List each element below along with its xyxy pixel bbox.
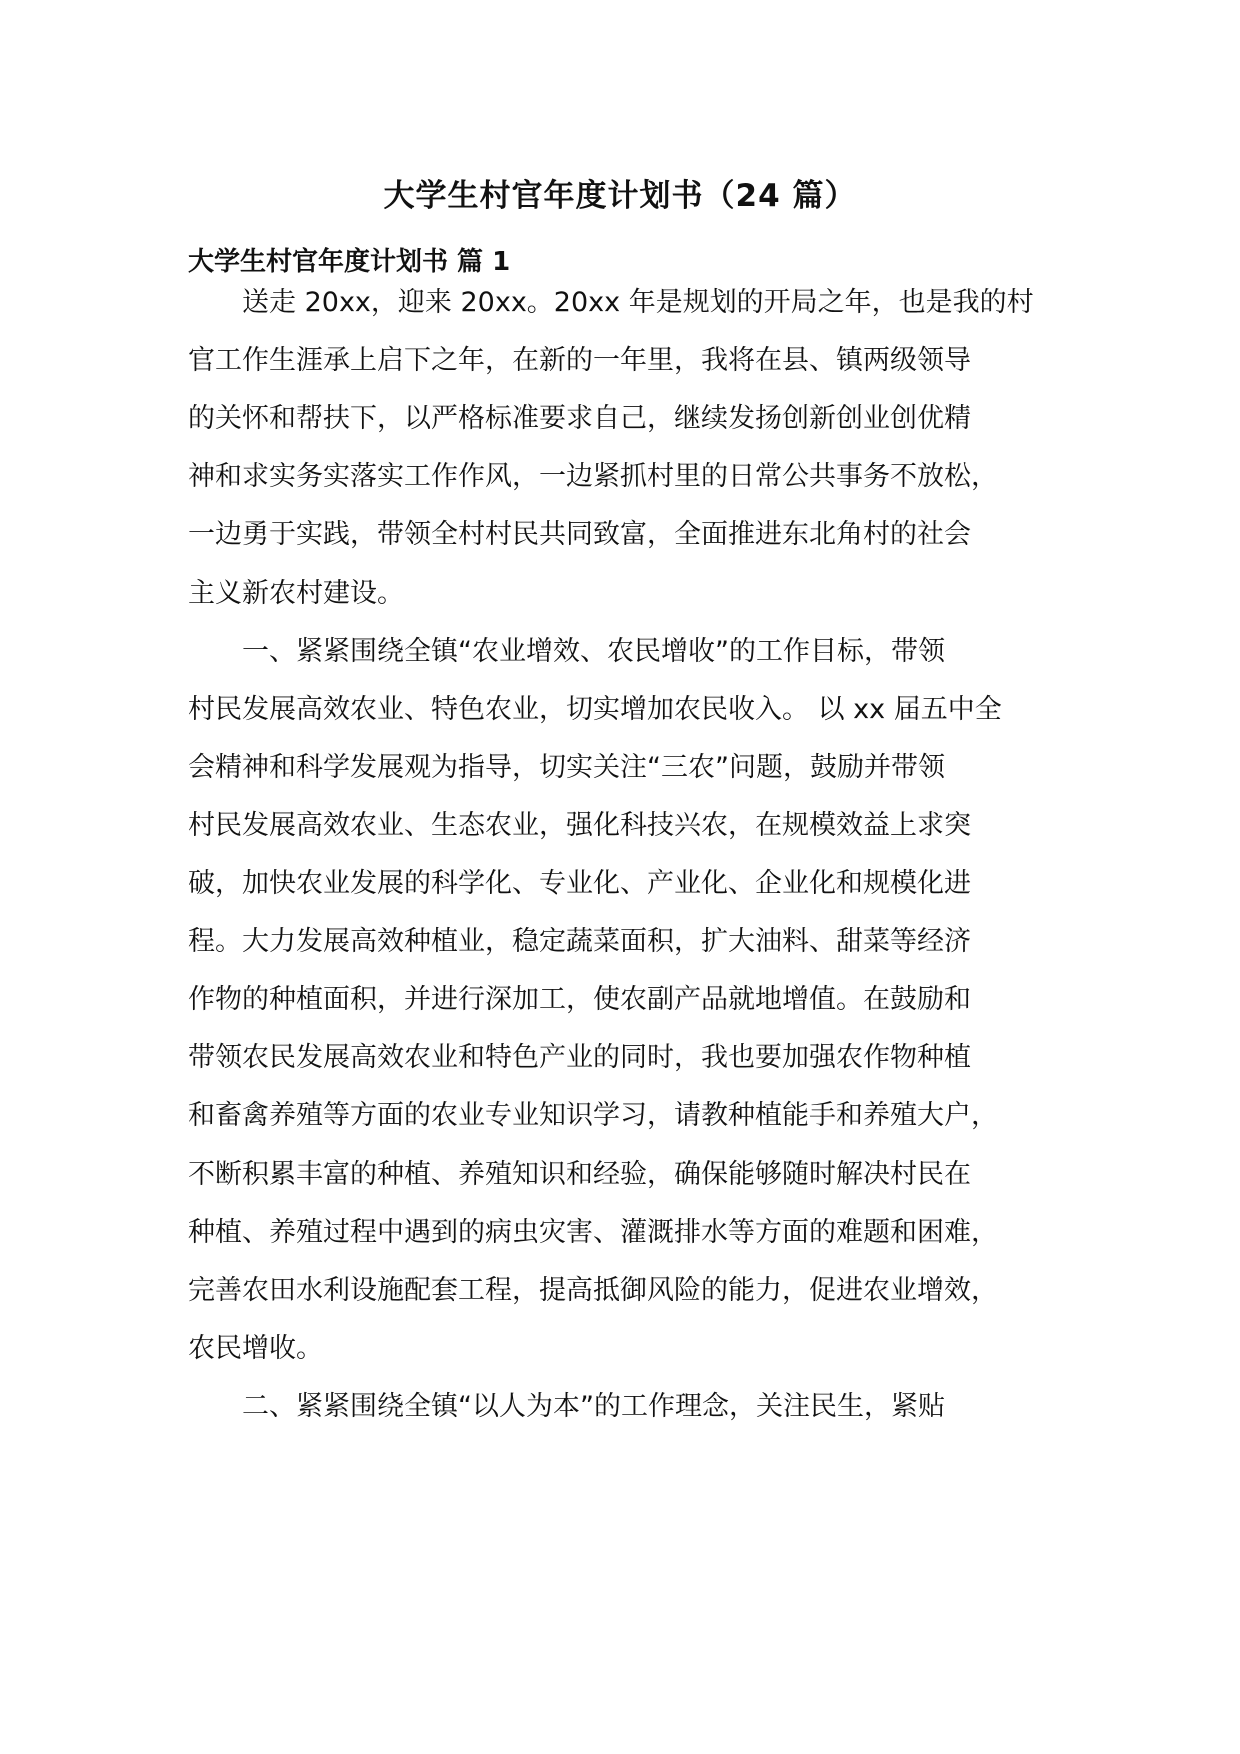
body-line: 官工作生涯承上启下之年，在新的一年里，我将在县、镇两级领导 xyxy=(188,345,971,377)
body-line: 带领农民发展高效农业和特色产业的同时，我也要加强农作物种植 xyxy=(188,1042,971,1074)
body-line: 主义新农村建设。 xyxy=(188,577,404,609)
body-line: 作物的种植面积，并进行深加工，使农副产品就地增值。在鼓励和 xyxy=(188,984,971,1016)
body-line: 种植、养殖过程中遇到的病虫灾害、灌溉排水等方面的难题和困难， xyxy=(188,1216,998,1248)
document-title: 大学生村官年度计划书（24 篇） xyxy=(383,178,857,214)
body-line: 一、紧紧围绕全镇“农业增效、农民增收”的工作目标，带领 xyxy=(188,635,945,667)
body-line: 神和求实务实落实工作作风，一边紧抓村里的日常公共事务不放松， xyxy=(188,461,998,493)
body-line: 破，加快农业发展的科学化、专业化、产业化、企业化和规模化进 xyxy=(188,868,971,899)
body-line: 农民增收。 xyxy=(188,1332,323,1364)
body-line: 和畜禽养殖等方面的农业专业知识学习，请教种植能手和养殖大户， xyxy=(188,1100,998,1132)
body-line: 村民发展高效农业、特色农业，切实增加农民收入。 以 xx 届五中全 xyxy=(188,693,1002,725)
body-line: 会精神和科学发展观为指导，切实关注“三农”问题，鼓励并带领 xyxy=(188,751,945,783)
body-line: 的关怀和帮扶下，以严格标准要求自己，继续发扬创新创业创优精 xyxy=(188,403,971,435)
section-heading: 大学生村官年度计划书 篇 1 xyxy=(188,247,511,277)
body-line: 二、紧紧围绕全镇“以人为本”的工作理念，关注民生，紧贴 xyxy=(188,1390,945,1422)
body-line: 一边勇于实践，带领全村村民共同致富，全面推进东北角村的社会 xyxy=(188,519,971,551)
body-line: 不断积累丰富的种植、养殖知识和经验，确保能够随时解决村民在 xyxy=(188,1158,971,1190)
body-line: 完善农田水利设施配套工程，提高抵御风险的能力，促进农业增效， xyxy=(188,1274,998,1306)
body-line: 程。大力发展高效种植业，稳定蔬菜面积，扩大油料、甜菜等经济 xyxy=(188,926,971,958)
body-line: 送走 20xx，迎来 20xx。20xx 年是规划的开局之年，也是我的村 xyxy=(188,287,1034,318)
body-line: 村民发展高效农业、生态农业，强化科技兴农，在规模效益上求突 xyxy=(188,809,971,841)
